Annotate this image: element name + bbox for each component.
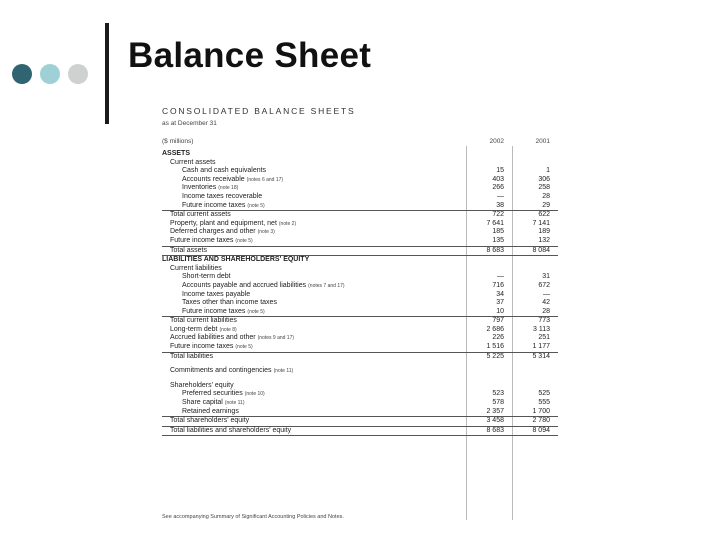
value-2002: 2 357	[486, 407, 504, 415]
row-label	[170, 427, 291, 436]
table-row	[162, 343, 558, 352]
value-2001: 28	[542, 192, 550, 200]
value-2002: 716	[492, 281, 504, 289]
row-label	[170, 228, 275, 237]
row-label-text: Total liabilities	[170, 352, 214, 360]
row-label	[170, 265, 222, 274]
row-note: (note 8)	[219, 326, 237, 333]
table-row	[162, 150, 558, 159]
row-label	[170, 211, 231, 220]
dot-dark	[12, 64, 32, 84]
table-row	[162, 246, 558, 257]
dot-light-teal	[40, 64, 60, 84]
value-2001: 28	[542, 307, 550, 315]
value-2002: 10	[496, 307, 504, 315]
table-row	[162, 210, 558, 220]
row-label-text: Preferred securities	[182, 390, 243, 398]
row-label-text: Accrued liabilities and other	[170, 334, 256, 342]
row-label-text: Current liabilities	[170, 264, 222, 272]
value-2001: 1 177	[532, 343, 550, 351]
value-2002: 226	[492, 334, 504, 342]
table-row	[162, 308, 558, 317]
decorative-dots	[12, 64, 92, 86]
row-label	[182, 399, 245, 408]
row-label-text: Long-term debt	[170, 325, 218, 333]
table-row	[162, 390, 558, 399]
value-2002: 1 516	[486, 343, 504, 351]
row-label	[182, 202, 265, 211]
row-label-text: Future income taxes	[182, 201, 246, 209]
row-label	[170, 317, 237, 326]
row-label	[170, 159, 216, 168]
table-row	[162, 265, 558, 274]
value-2002: 38	[496, 201, 504, 209]
row-label-text: ASSETS	[162, 150, 191, 157]
value-2001: 2 780	[532, 417, 550, 425]
value-2002: 523	[492, 390, 504, 398]
value-2001: 42	[542, 299, 550, 307]
row-label-text: Shareholders' equity	[170, 381, 234, 389]
value-2001: 1 700	[532, 407, 550, 415]
row-note: (notes 6 and 17)	[246, 176, 284, 183]
row-label	[182, 167, 266, 176]
row-label-text: Current assets	[170, 158, 216, 166]
table-row	[162, 167, 558, 176]
row-note: (note 5)	[235, 237, 253, 244]
table-row	[162, 352, 558, 362]
row-note: (note 18)	[218, 185, 239, 192]
value-2001: 5 314	[532, 352, 550, 360]
value-2001: 525	[538, 390, 550, 398]
row-label	[162, 256, 309, 265]
row-label-text: Total liabilities and shareholders' equity	[170, 426, 292, 434]
row-label	[182, 408, 239, 417]
table-row	[162, 334, 558, 343]
row-label-text: Total current liabilities	[170, 317, 237, 325]
row-label	[170, 353, 213, 362]
row-note: (note 11)	[224, 400, 245, 407]
dot-grey	[68, 64, 88, 84]
value-2001: 555	[538, 399, 550, 407]
value-2001: 1	[546, 167, 550, 175]
row-label-text: Short-term debt	[182, 273, 231, 281]
unit-label: ($ millions)	[162, 138, 194, 145]
row-label-text: Commitments and contingencies	[170, 367, 272, 375]
value-2001: 306	[538, 175, 550, 183]
value-2001: 189	[538, 228, 550, 236]
row-label-text: Retained earnings	[182, 407, 239, 415]
row-label	[170, 334, 294, 343]
row-note: (note 2)	[278, 220, 297, 227]
value-2001: 7 141	[532, 219, 550, 227]
row-label-text: Inventories	[182, 184, 217, 192]
table-row	[162, 220, 558, 229]
row-label	[170, 237, 253, 246]
year-header-2002: 2002	[489, 138, 504, 145]
value-2001: 8 084	[532, 246, 550, 254]
value-2001: 773	[538, 317, 550, 325]
table-row	[162, 316, 558, 326]
value-2001: 672	[538, 281, 550, 289]
row-label	[170, 367, 293, 376]
value-2002: 722	[492, 211, 504, 219]
value-2002: 34	[496, 290, 504, 298]
value-2001: 3 113	[533, 325, 550, 333]
row-label	[182, 282, 345, 291]
table-row	[162, 159, 558, 168]
row-label	[182, 176, 283, 185]
value-2002: 403	[492, 175, 504, 183]
table-row	[162, 399, 558, 408]
value-2001: 258	[538, 184, 550, 192]
table-row	[162, 426, 558, 437]
row-label-text: Future income taxes	[170, 343, 234, 351]
table-row	[162, 193, 558, 202]
value-2001: 132	[538, 236, 550, 244]
row-label	[182, 308, 265, 317]
row-label-text: Future income taxes	[182, 307, 246, 315]
table-row	[162, 273, 558, 282]
value-2002: 578	[492, 399, 504, 407]
table-row	[162, 256, 558, 265]
row-label	[182, 184, 238, 193]
row-label-text: LIABILITIES AND SHAREHOLDERS' EQUITY	[162, 256, 310, 264]
value-2002: 5 225	[486, 352, 504, 360]
value-2001: 29	[542, 201, 550, 209]
row-label	[170, 220, 296, 229]
row-label	[162, 150, 190, 159]
slide-title: Balance Sheet	[128, 36, 372, 75]
row-label-text: Deferred charges and other	[170, 228, 256, 236]
table-row	[162, 416, 558, 426]
statement-subtitle: as at December 31	[162, 120, 217, 127]
row-label-text: Income taxes payable	[182, 290, 251, 298]
row-label	[170, 247, 207, 256]
statement-rows	[162, 150, 558, 436]
row-note: (note 5)	[247, 202, 265, 209]
table-row	[162, 382, 558, 391]
value-2001: 251	[538, 334, 550, 342]
row-label-text: Total current assets	[170, 211, 231, 219]
row-label-text: Share capital	[182, 399, 223, 407]
value-2002: 266	[492, 184, 504, 192]
table-row	[162, 228, 558, 237]
row-label-text: Accounts receivable	[182, 175, 245, 183]
row-label	[182, 390, 265, 399]
row-note: (note 5)	[247, 308, 265, 315]
row-note: (note 5)	[235, 344, 253, 351]
value-2001: —	[543, 290, 550, 298]
title-divider	[105, 23, 109, 124]
row-label	[170, 326, 237, 335]
row-label	[170, 382, 234, 391]
row-note: (notes 9 and 17)	[257, 335, 295, 342]
table-row	[162, 326, 558, 335]
row-note: (note 11)	[273, 368, 294, 375]
row-note: (note 10)	[244, 391, 265, 398]
value-2002: 2 686	[486, 325, 504, 333]
balance-sheet-document	[162, 106, 558, 524]
table-row	[162, 291, 558, 300]
row-label-text: Accounts payable and accrued liabilities	[182, 281, 307, 289]
value-2002: —	[497, 192, 504, 200]
row-label-text: Income taxes recoverable	[182, 192, 263, 200]
value-2002: 7 641	[486, 219, 504, 227]
value-2002: 3 458	[486, 417, 504, 425]
row-label-text: Future income taxes	[170, 236, 234, 244]
table-row	[162, 202, 558, 211]
row-label-text: Total shareholders' equity	[170, 417, 250, 425]
row-label	[170, 417, 249, 426]
value-2002: 185	[492, 228, 504, 236]
value-2002: —	[497, 273, 504, 281]
value-2002: 135	[492, 236, 504, 244]
value-2001: 622	[538, 211, 550, 219]
table-row	[162, 299, 558, 308]
value-2001: 31	[542, 273, 550, 281]
value-2002: 8 683	[486, 246, 504, 254]
row-label	[170, 343, 253, 352]
table-row	[162, 184, 558, 193]
row-label-text: Property, plant and equipment, net	[170, 219, 277, 227]
value-2002: 8 683	[486, 426, 504, 434]
year-header-2001: 2001	[535, 138, 550, 145]
row-label-text: Cash and cash equivalents	[182, 167, 267, 175]
row-label-text: Taxes other than income taxes	[182, 299, 277, 307]
row-note: (notes 7 and 17)	[308, 282, 345, 289]
row-label-text: Total assets	[170, 246, 207, 254]
row-note: (note 3)	[257, 229, 275, 236]
row-label	[182, 299, 277, 308]
table-row	[162, 408, 558, 417]
value-2002: 797	[492, 317, 504, 325]
statement-title: CONSOLIDATED BALANCE SHEETS	[162, 106, 356, 116]
row-label	[182, 273, 231, 282]
table-row	[162, 282, 558, 291]
table-row	[162, 176, 558, 185]
row-label	[182, 193, 262, 202]
value-2002: 15	[496, 167, 504, 175]
value-2002: 37	[496, 299, 504, 307]
table-row	[162, 237, 558, 246]
statement-footnote: See accompanying Summary of Significant Accounting Policies and Notes.	[162, 514, 344, 520]
table-row	[162, 367, 558, 376]
value-2001: 8 094	[532, 426, 550, 434]
row-label	[182, 291, 250, 300]
